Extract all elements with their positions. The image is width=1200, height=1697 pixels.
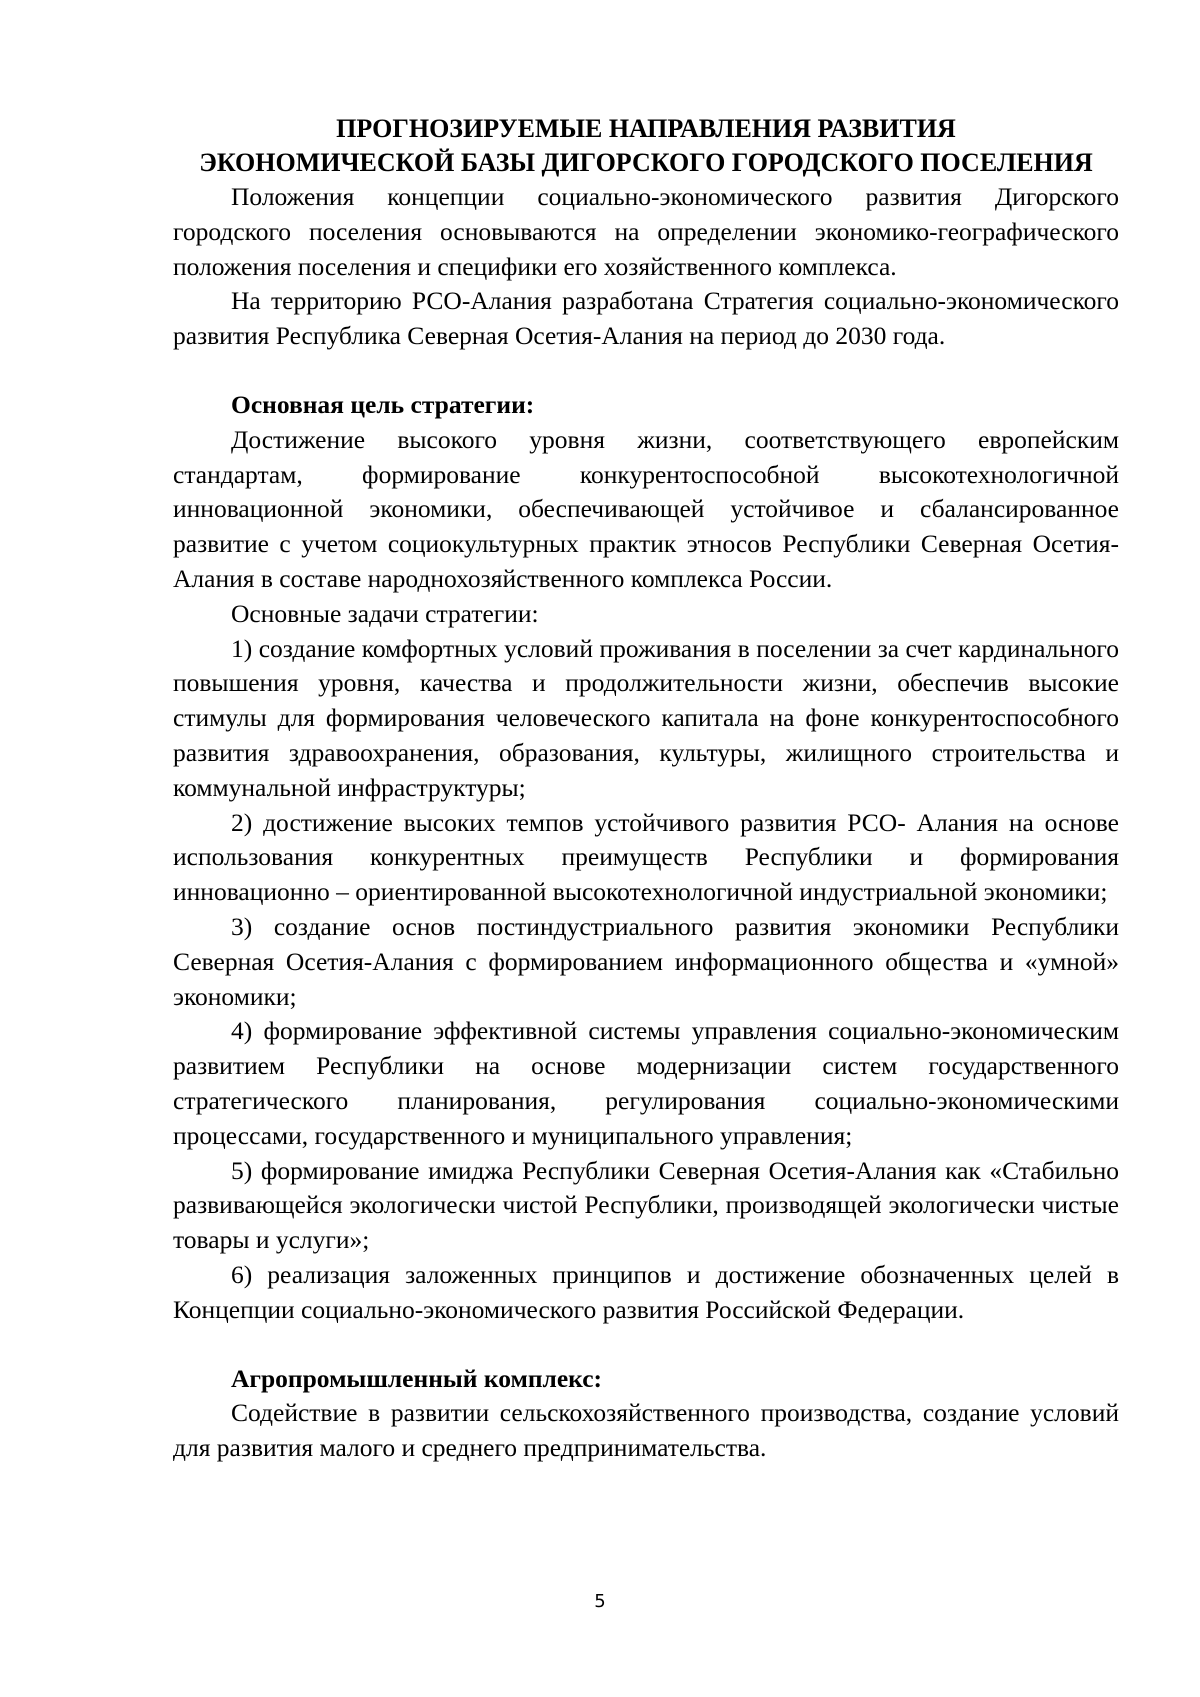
strategy-task-2: 2) достижение высоких темпов устойчивого развития РСО- Алания на основе использования конкурентных преимуществ Республики и формирования инновационно – ориентированной высокотехнологичной индустриальной экономики; xyxy=(173,807,1119,907)
strategy-goal-paragraph: Достижение высокого уровня жизни, соответствующего европейским стандартам, формирование конкурентоспособной высокотехнологичной инновационной экономики, обеспечивающей устойчивое и сбалансированное развитие с учетом социокультурных практик этносов Республики Северная Осетия-Алания в составе народнохозяйственного комплекса России. xyxy=(173,424,1119,593)
title-line-2: ЭКОНОМИЧЕСКОЙ БАЗЫ ДИГОРСКОГО ГОРОДСКОГО ПОСЕЛЕНИЯ xyxy=(199,148,1093,177)
agro-heading: Агропромышленный комплекс: xyxy=(231,1363,603,1393)
page-number: 5 xyxy=(594,1591,606,1612)
strategy-task-4: 4) формирование эффективной системы управления социально-экономическим развитием Республики на основе модернизации систем государственного стратегического планирования, регулирования социально-экономическими процессами, государственного и муниципального управления; xyxy=(173,1016,1119,1150)
page-title xyxy=(173,112,1119,180)
agro-paragraph: Содействие в развитии сельскохозяйственного производства, создание условий для развития малого и среднего предпринимательства. xyxy=(173,1398,1119,1463)
intro-paragraph-2: На территорию РСО-Алания разработана Стратегия социально-экономического развития Республика Северная Осетия-Алания на период до 2030 года. xyxy=(173,286,1119,351)
strategy-tasks-intro: Основные задачи стратегии: xyxy=(231,598,539,628)
strategy-task-6: 6) реализация заложенных принципов и достижение обозначенных целей в Концепции социально-экономического развития Российской Федерации. xyxy=(173,1259,1119,1324)
strategy-task-5: 5) формирование имиджа Республики Северная Осетия-Алания как «Стабильно развивающейся экологически чистой Республики, производящей экологически чистые товары и услуги»; xyxy=(173,1155,1119,1255)
strategy-heading: Основная цель стратегии: xyxy=(231,389,535,419)
strategy-task-1: 1) создание комфортных условий проживания в поселении за счет кардинального повышения уровня, качества и продолжительности жизни, обеспечив высокие стимулы для формирования человеческого капитала на фоне конкурентоспособного развития здравоохранения, образования, культуры, жилищного строительства и коммунальной инфраструктуры; xyxy=(173,633,1119,802)
intro-paragraph-1: Положения концепции социально-экономического развития Дигорского городского поселения основываются на определении экономико-географического положения поселения и специфики его хозяйственного комплекса. xyxy=(173,182,1119,281)
document-page xyxy=(173,112,1119,1466)
strategy-task-3: 3) создание основ постиндустриального развития экономики Республики Северная Осетия-Алания с формированием информационного общества и «умной» экономики; xyxy=(173,911,1119,1011)
title-line-1: ПРОГНОЗИРУЕМЫЕ НАПРАВЛЕНИЯ РАЗВИТИЯ xyxy=(336,114,956,143)
